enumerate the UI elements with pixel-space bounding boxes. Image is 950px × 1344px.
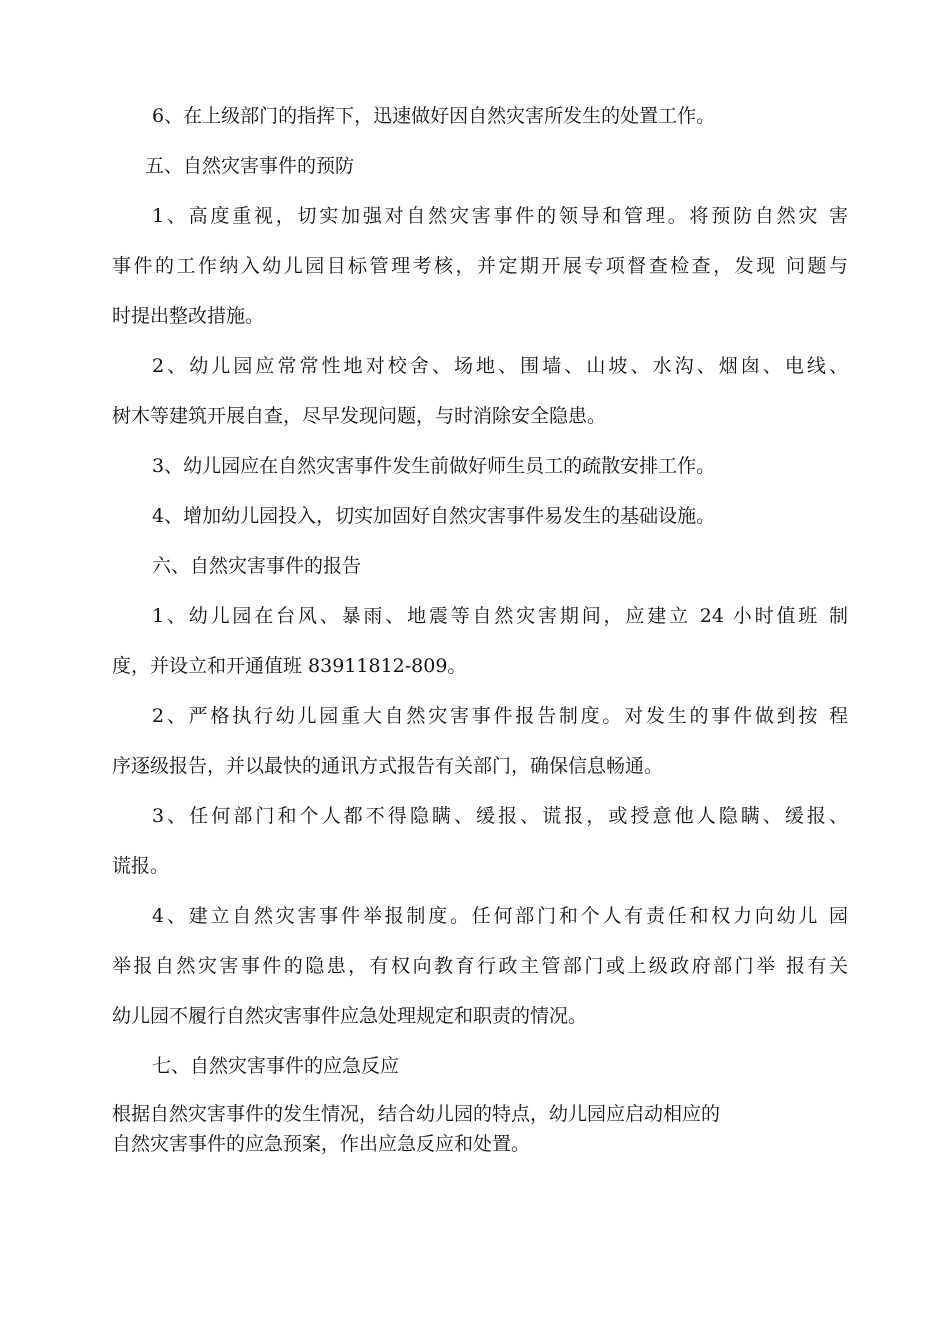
response-paragraph-line-1: 根据自然灾害事件的发生情况，结合幼儿园的特点，幼儿园应启动相应的 [112,1103,721,1125]
section-7-heading: 七、自然灾害事件的应急反应 [152,1055,400,1077]
prevention-item-1-line-2: 事件的工作纳入幼儿园目标管理考核，并定期开展专项督查检查，发现 问题与 [112,255,848,277]
report-item-4-line-2: 举报自然灾害事件的隐患，有权向教育行政主管部门或上级政府部门举 报有关 [112,955,848,977]
prevention-item-1-line-3: 时提出整改措施。 [112,305,265,327]
report-item-3-line-1: 3、任何部门和个人都不得隐瞒、缓报、谎报，或授意他人隐瞒、缓报、 [152,805,848,827]
report-item-2-line-1: 2、严格执行幼儿园重大自然灾害事件报告制度。对发生的事件做到按 程 [152,705,848,727]
report-item-2-line-2: 序逐级报告，并以最快的通讯方式报告有关部门，确保信息畅通。 [112,755,664,777]
prevention-item-1-line-1: 1、高度重视，切实加强对自然灾害事件的领导和管理。将预防自然灾 害 [152,205,848,227]
section-5-heading: 五、自然灾害事件的预防 [145,155,355,177]
report-item-1-line-2: 度，并设立和开通值班 83911812-809。 [112,655,467,677]
prevention-item-2-line-1: 2、幼儿园应常常性地对校舍、场地、围墙、山坡、水沟、烟囱、电线、 [152,355,848,377]
report-item-4-line-3: 幼儿园不履行自然灾害事件应急处理规定和职责的情况。 [112,1005,588,1027]
response-paragraph-line-2: 自然灾害事件的应急预案，作出应急反应和处置。 [112,1133,531,1155]
section-6-heading: 六、自然灾害事件的报告 [152,555,362,577]
prevention-item-4: 4、增加幼儿园投入，切实加固好自然灾害事件易发生的基础设施。 [152,505,716,527]
item-6-disposal-line: 6、在上级部门的指挥下，迅速做好因自然灾害所发生的处置工作。 [152,105,716,127]
prevention-item-3: 3、幼儿园应在自然灾害事件发生前做好师生员工的疏散安排工作。 [152,455,716,477]
report-item-3-line-2: 谎报。 [112,855,170,877]
report-item-1-line-1: 1、幼儿园在台风、暴雨、地震等自然灾害期间，应建立 24 小时值班 制 [152,605,848,627]
prevention-item-2-line-2: 树木等建筑开展自查，尽早发现问题，与时消除安全隐患。 [112,405,607,427]
report-item-4-line-1: 4、建立自然灾害事件举报制度。任何部门和个人有责任和权力向幼儿 园 [152,905,848,927]
